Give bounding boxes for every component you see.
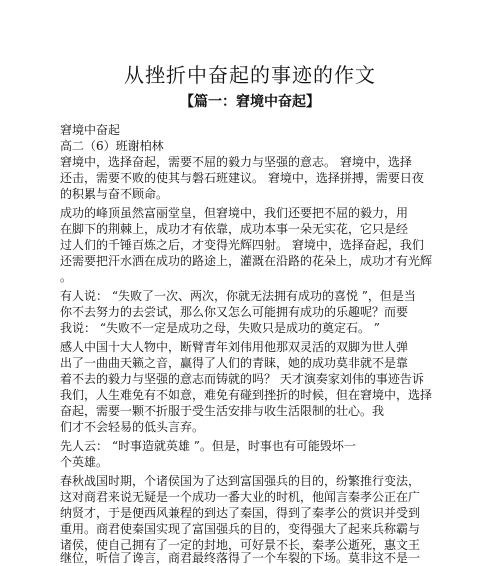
body-line: 过人们的千锤百炼之后，才变得光辉四射。 窘境中，选择奋起，我们	[60, 238, 424, 252]
body-line: 着不去的毅力与坚强的意志而铸就的吗？ 天才演奏家刘伟的事迹告诉	[60, 372, 424, 386]
body-line: 成功的峰顶虽然富丽堂皇，但窘境中，我们还要把不屈的毅力，用	[60, 206, 409, 220]
body-line: 重用。商君使秦国实现了富国强兵的目的，变得强大了起来兵称霸与	[60, 522, 421, 536]
body-line: 我们，人生难免有不如意，难免有碰到挫折的时候，但在窘境中，选择	[60, 388, 433, 402]
body-line: 先人云： “时事造就英雄 ”。但是，时事也有可能毁坏一	[60, 439, 356, 453]
body-line: 感人中国十大人物中，断臂青年刘伟用他那双灵活的双脚为世人弹	[60, 340, 409, 354]
body-line: 你不去努力的去尝试，那么你又怎么可能拥有成功的乐趣呢？而要	[60, 305, 409, 319]
body-line: 窘境中，选择奋起，需要不屈的毅力与坚强的意志。 窘境中，选择	[60, 155, 412, 169]
body-line: 。	[60, 270, 73, 284]
body-line: 还需要把汗水洒在成功的路途上，灌溉在沿路的花朵上，成功才有光辉	[60, 254, 433, 268]
body-line: 继位，听信了谗言，商君最终落得了一个车裂的下场。莫非这不是一	[60, 551, 421, 565]
body-line: 诸侯，使自己拥有了一定的封地，可好景不长，秦孝公逝死，惠文王	[60, 538, 421, 552]
body-line: 有人说： “失败了一次、两次，你就无法拥有成功的喜悦 ”，但是当	[60, 289, 416, 303]
body-line: 的积累与奋不顾命。	[60, 187, 169, 201]
body-line: 奋起，需要一颗不折服于受生活安排与收生活限制的壮心。我	[60, 404, 385, 418]
body-line: 窘境中奋起	[60, 123, 121, 137]
body-line: 在脚下的荆棘上，成功才有依靠，成功本事一朵无实花，它只是经	[60, 222, 409, 236]
body-line: 还击，需要不败的使其与磐石班建议。 窘境中，选择拼搏，需要日夜	[60, 171, 424, 185]
body-line: 这对商君来说无疑是一个成功一番大业的时机，他闻言秦孝公正在广	[60, 490, 421, 504]
body-line: 高二（6）班谢柏林	[60, 139, 164, 153]
body-line: 我说： “失败不一定是成功之母，失败只是成功的奠定石。 ”	[60, 321, 380, 335]
document-title: 从挫折中奋起的事迹的作文	[124, 63, 376, 87]
section-heading: 【篇一：窘境中奋起】	[180, 94, 320, 110]
body-line: 春秋战国时期，个诸侯国为了达到富国强兵的目的，纷繁推行变法，	[60, 474, 421, 488]
body-line: 出了一曲曲天籁之音，赢得了人们的青睐，她的成功莫非就不是靠	[60, 356, 409, 370]
body-line: 纳贤才，于是便西风兼程的到达了秦国，得到了秦孝公的赏识并受到	[60, 506, 421, 520]
body-line: 们才不会轻易的低头言弃。	[60, 420, 205, 434]
body-line: 个英雄。	[60, 455, 109, 469]
